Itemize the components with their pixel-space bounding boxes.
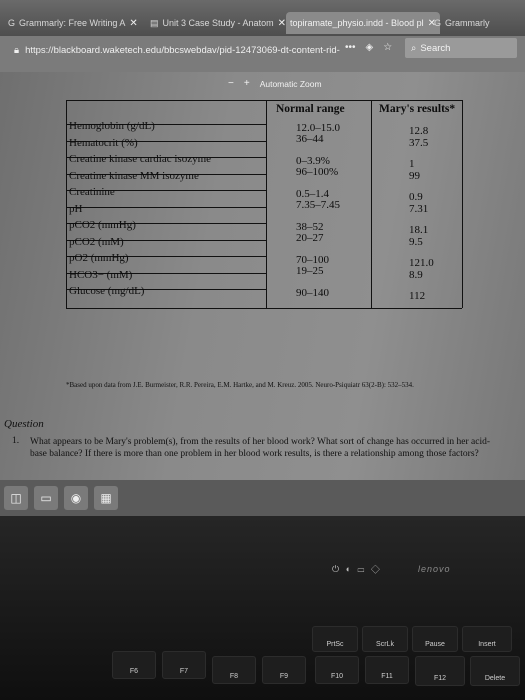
keyboard-key[interactable]: F8 xyxy=(212,656,256,684)
keyboard-key[interactable]: F7 xyxy=(162,651,206,679)
row-normal-range: 12.0–15.0 xyxy=(296,122,340,134)
table-column-divider xyxy=(266,100,267,308)
row-label: HCO3− (mM) xyxy=(69,268,133,281)
row-label: Creatine kinase cardiac isozyme xyxy=(69,153,212,165)
laptop-body xyxy=(0,516,525,700)
grammarly-icon: G xyxy=(434,18,442,28)
keyboard-key[interactable]: PrtSc xyxy=(312,626,358,652)
pdf-zoom-toolbar xyxy=(228,78,322,89)
row-label: pCO2 (mmHg) xyxy=(69,219,136,231)
row-normal-range: 0–3.9% xyxy=(296,155,330,167)
row-label: pO2 (mmHg) xyxy=(69,252,129,264)
tab-label: Grammarly: Free Writing A xyxy=(19,18,126,28)
row-mary-result: 37.5 xyxy=(409,136,429,149)
row-mary-result: 99 xyxy=(409,169,420,182)
tab-pdf-active[interactable] xyxy=(286,12,440,34)
tab-grammarly-2[interactable] xyxy=(434,12,490,34)
keyboard-key[interactable]: Pause xyxy=(412,626,458,652)
tab-label: Grammarly xyxy=(445,18,490,28)
row-label: Creatinine xyxy=(69,186,115,198)
header-marys-results: Mary's results* xyxy=(379,103,456,115)
browser-nav-bar xyxy=(0,36,525,72)
grammarly-icon: G xyxy=(8,18,16,28)
brand-logo: lenovo xyxy=(418,564,451,574)
keyboard-key[interactable]: F10 xyxy=(315,656,359,684)
search-icon: ⌕ xyxy=(411,42,417,54)
blood-results-table xyxy=(66,100,462,332)
row-label: Hemoglobin (g/dL) xyxy=(69,120,155,132)
search-input[interactable] xyxy=(405,38,517,58)
table-row-rule xyxy=(66,207,266,208)
row-normal-range: 0.5–1.4 xyxy=(296,188,329,200)
row-mary-result: 1 xyxy=(409,158,415,170)
row-normal-range: 7.35–7.45 xyxy=(296,198,340,211)
row-mary-result: 7.31 xyxy=(409,202,429,215)
row-normal-range: 36–44 xyxy=(296,132,324,145)
app-icon[interactable]: ▦ xyxy=(94,486,118,510)
row-mary-result: 121.0 xyxy=(409,257,434,269)
tab-label: Unit 3 Case Study - Anatom xyxy=(162,18,274,28)
row-label: Hematocrit (%) xyxy=(69,136,138,149)
row-normal-range: 19–25 xyxy=(296,264,324,277)
row-normal-range: 90–140 xyxy=(296,287,329,299)
row-label: pCO2 (mM) xyxy=(69,235,124,248)
keyboard-key[interactable]: F12 xyxy=(415,656,465,686)
table-footnote: *Based upon data from J.E. Burmeister, R.R. Pereira, E.M. Hartke, and M. Kreuz. 2005. Neuro-Psiquiatr 63(2-B): 532–534. xyxy=(66,381,414,389)
search-placeholder: Search xyxy=(420,42,451,54)
tab-label: topiramate_physio.indd - Blood pl xyxy=(290,18,424,28)
row-mary-result: 12.8 xyxy=(409,125,429,137)
row-mary-result: 8.9 xyxy=(409,268,423,281)
close-tab-icon[interactable]: ✕ xyxy=(129,17,138,29)
table-border-left xyxy=(66,100,67,308)
row-mary-result: 0.9 xyxy=(409,191,423,203)
zoom-in-button[interactable]: + xyxy=(243,78,250,89)
chrome-icon[interactable]: ◉ xyxy=(64,486,88,510)
question-number: 1. xyxy=(12,436,20,446)
keyboard-key[interactable]: ScrLk xyxy=(362,626,408,652)
tab-grammarly[interactable] xyxy=(8,12,138,34)
row-label: pH xyxy=(69,202,83,215)
folder-icon[interactable]: ▭ xyxy=(34,486,58,510)
row-normal-range: 20–27 xyxy=(296,231,324,244)
start-icon[interactable]: ◫ xyxy=(4,486,28,510)
page-icon: ▤ xyxy=(150,17,159,28)
tab-case-study[interactable] xyxy=(150,12,286,34)
keyboard-key[interactable]: F6 xyxy=(112,651,156,679)
row-mary-result: 112 xyxy=(409,290,426,302)
address-bar[interactable] xyxy=(14,42,344,58)
row-normal-range: 38–52 xyxy=(296,221,324,233)
keyboard-key[interactable]: Insert xyxy=(462,626,512,652)
pocket-icon[interactable]: ◈ xyxy=(365,42,374,53)
row-normal-range: 70–100 xyxy=(296,254,329,266)
row-mary-result: 18.1 xyxy=(409,224,429,236)
taskbar xyxy=(0,480,525,516)
status-tray-icons: ⏻ ◐ ▭ ◇ xyxy=(332,564,382,574)
question-text: What appears to be Mary's problem(s), from the results of her blood work? What sort of change has occurred in her acid-base balance? If there is more than one problem in her blood work results, is there a relationship among those factors? xyxy=(30,437,491,459)
row-mary-result: 9.5 xyxy=(409,235,423,248)
pdf-page xyxy=(0,72,525,480)
keyboard-key[interactable]: F11 xyxy=(365,656,409,684)
row-label: Creatine kinase MM isozyme xyxy=(69,169,199,182)
keyboard-key[interactable]: Delete xyxy=(470,656,520,686)
zoom-out-button[interactable]: − xyxy=(228,78,234,89)
browser-tab-bar xyxy=(0,0,525,36)
header-normal-range: Normal range xyxy=(276,103,345,115)
row-label: Glucose (mg/dL) xyxy=(69,285,145,297)
table-border-bottom xyxy=(66,308,462,309)
url-text: https://blackboard.waketech.edu/bbcswebdav/pid-12473069-dt-content-rid- xyxy=(25,44,340,56)
zoom-select[interactable]: Automatic Zoom xyxy=(259,78,322,89)
close-tab-icon[interactable]: ✕ xyxy=(277,17,286,29)
bookmark-star-icon[interactable]: ☆ xyxy=(383,42,393,53)
keyboard-key[interactable]: F9 xyxy=(262,656,306,684)
lock-icon: 🔒︎ xyxy=(14,44,20,56)
table-border-top xyxy=(66,100,462,101)
more-options-icon[interactable]: ••• xyxy=(345,42,356,53)
row-normal-range: 96–100% xyxy=(296,165,339,178)
close-tab-icon[interactable]: ✕ xyxy=(427,17,436,29)
question-heading: Question xyxy=(4,418,44,430)
table-border-right xyxy=(462,100,463,308)
table-column-divider xyxy=(371,100,372,308)
